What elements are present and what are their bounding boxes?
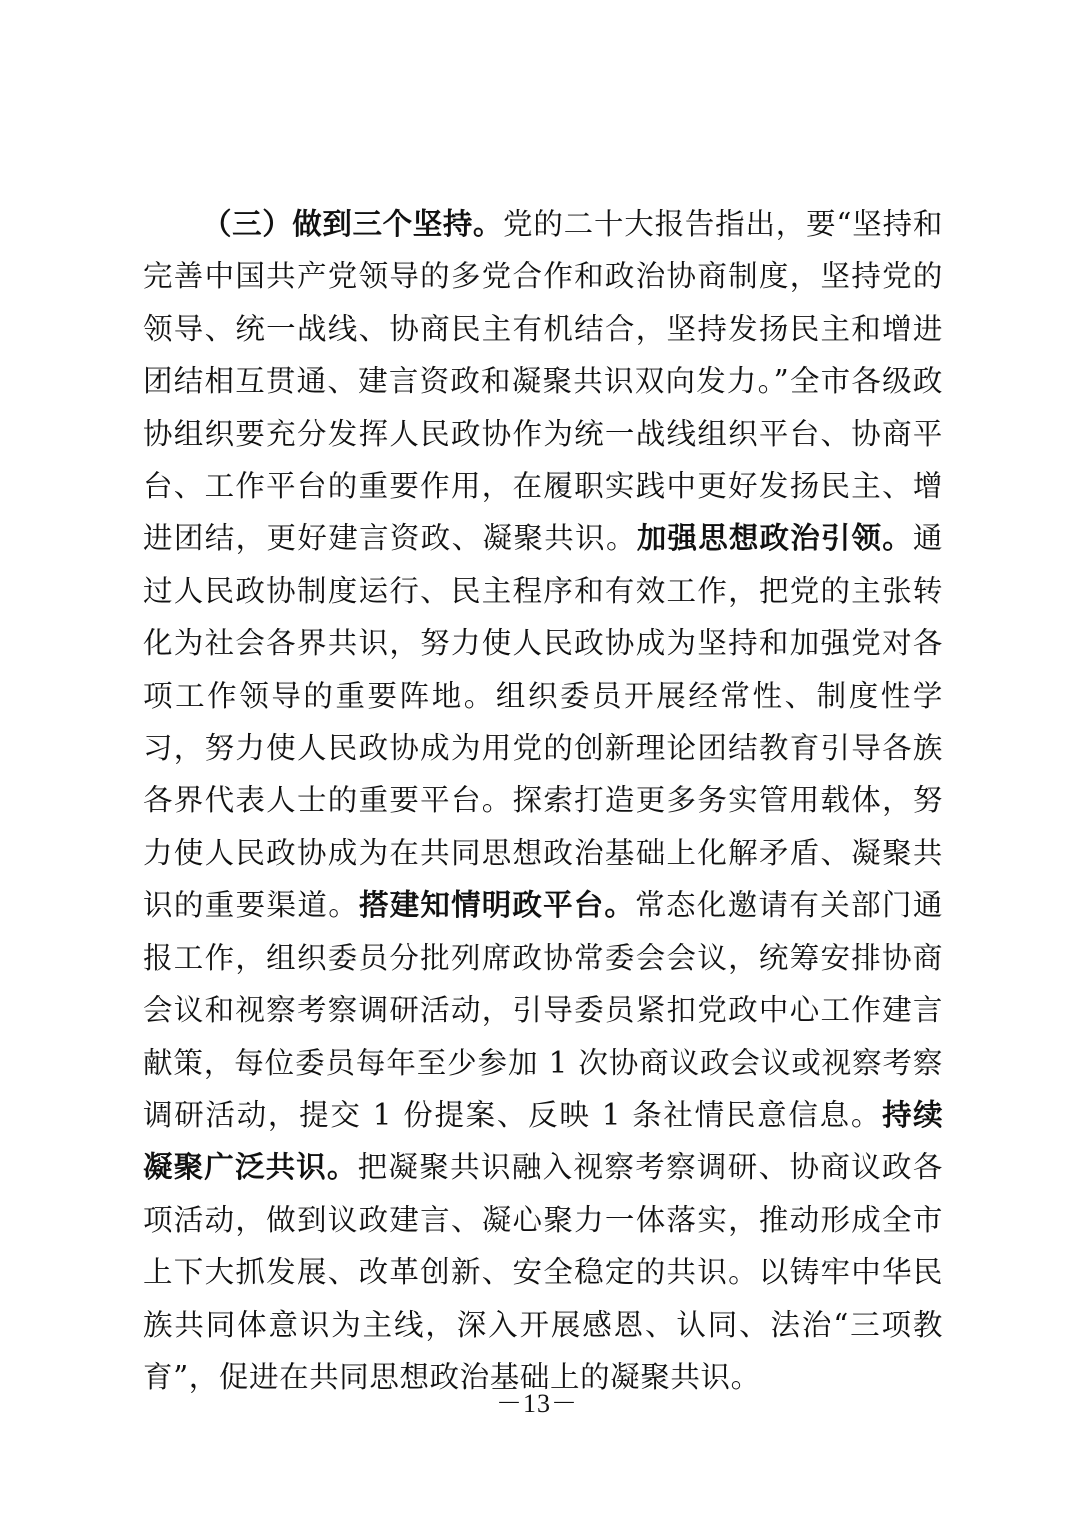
run-in-heading-1: 加强思想政治引领。: [636, 521, 913, 556]
paragraph-text: 通过人民政协制度运行、民主程序和有效工作，把党的主张转化为社会各界共识，努力使人民政协成为坚持和加强党对各项工作领导的重要阵地。组织委员开展经常性、制度性学习，努力使人民政协成为用党的创新理论团结教育引导各族各界代表人士的重要平台。探索打造更多务实管用载体，努力使人民政协成为在共同思想政治基础上化解矛盾、凝聚共识的重要渠道。: [143, 521, 943, 923]
paragraph-text: 常态化邀请有关部门通报工作，组织委员分批列席政协常委会会议，统筹安排协商会议和视察考察调研活动，引导委员紧扣党政中心工作建言献策，每位委员每年至少参加 1 次协商议政会议或视察考察调研活动，提交 1 份提案、反映 1 条社情民意信息。: [143, 888, 943, 1132]
body-paragraph: [143, 198, 943, 1403]
paragraph-text: 党的二十大报告指出，要“坚持和完善中国共产党领导的多党合作和政治协商制度，坚持党的领导、统一战线、协商民主有机结合，坚持发扬民主和增进团结相互贯通、建言资政和凝聚共识双向发力。”全市各级政协组织要充分发挥人民政协作为统一战线组织平台、协商平台、工作平台的重要作用，在履职实践中更好发扬民主、增进团结，更好建言资政、凝聚共识。: [143, 207, 943, 556]
run-in-heading-2: 搭建知情明政平台。: [359, 888, 636, 923]
page-number: －13－: [495, 1389, 578, 1418]
section-heading: （三）做到三个坚持。: [202, 207, 504, 241]
paragraph-text: 把凝聚共识融入视察考察调研、协商议政各项活动，做到议政建言、凝心聚力一体落实，推动形成全市上下大抓发展、改革创新、安全稳定的共识。以铸牢中华民族共同体意识为主线，深入开展感恩、认同、法治“三项教育”，促进在共同思想政治基础上的凝聚共识。: [143, 1150, 943, 1394]
run-in-heading-3: 持续凝聚广泛共识。: [143, 1097, 943, 1185]
